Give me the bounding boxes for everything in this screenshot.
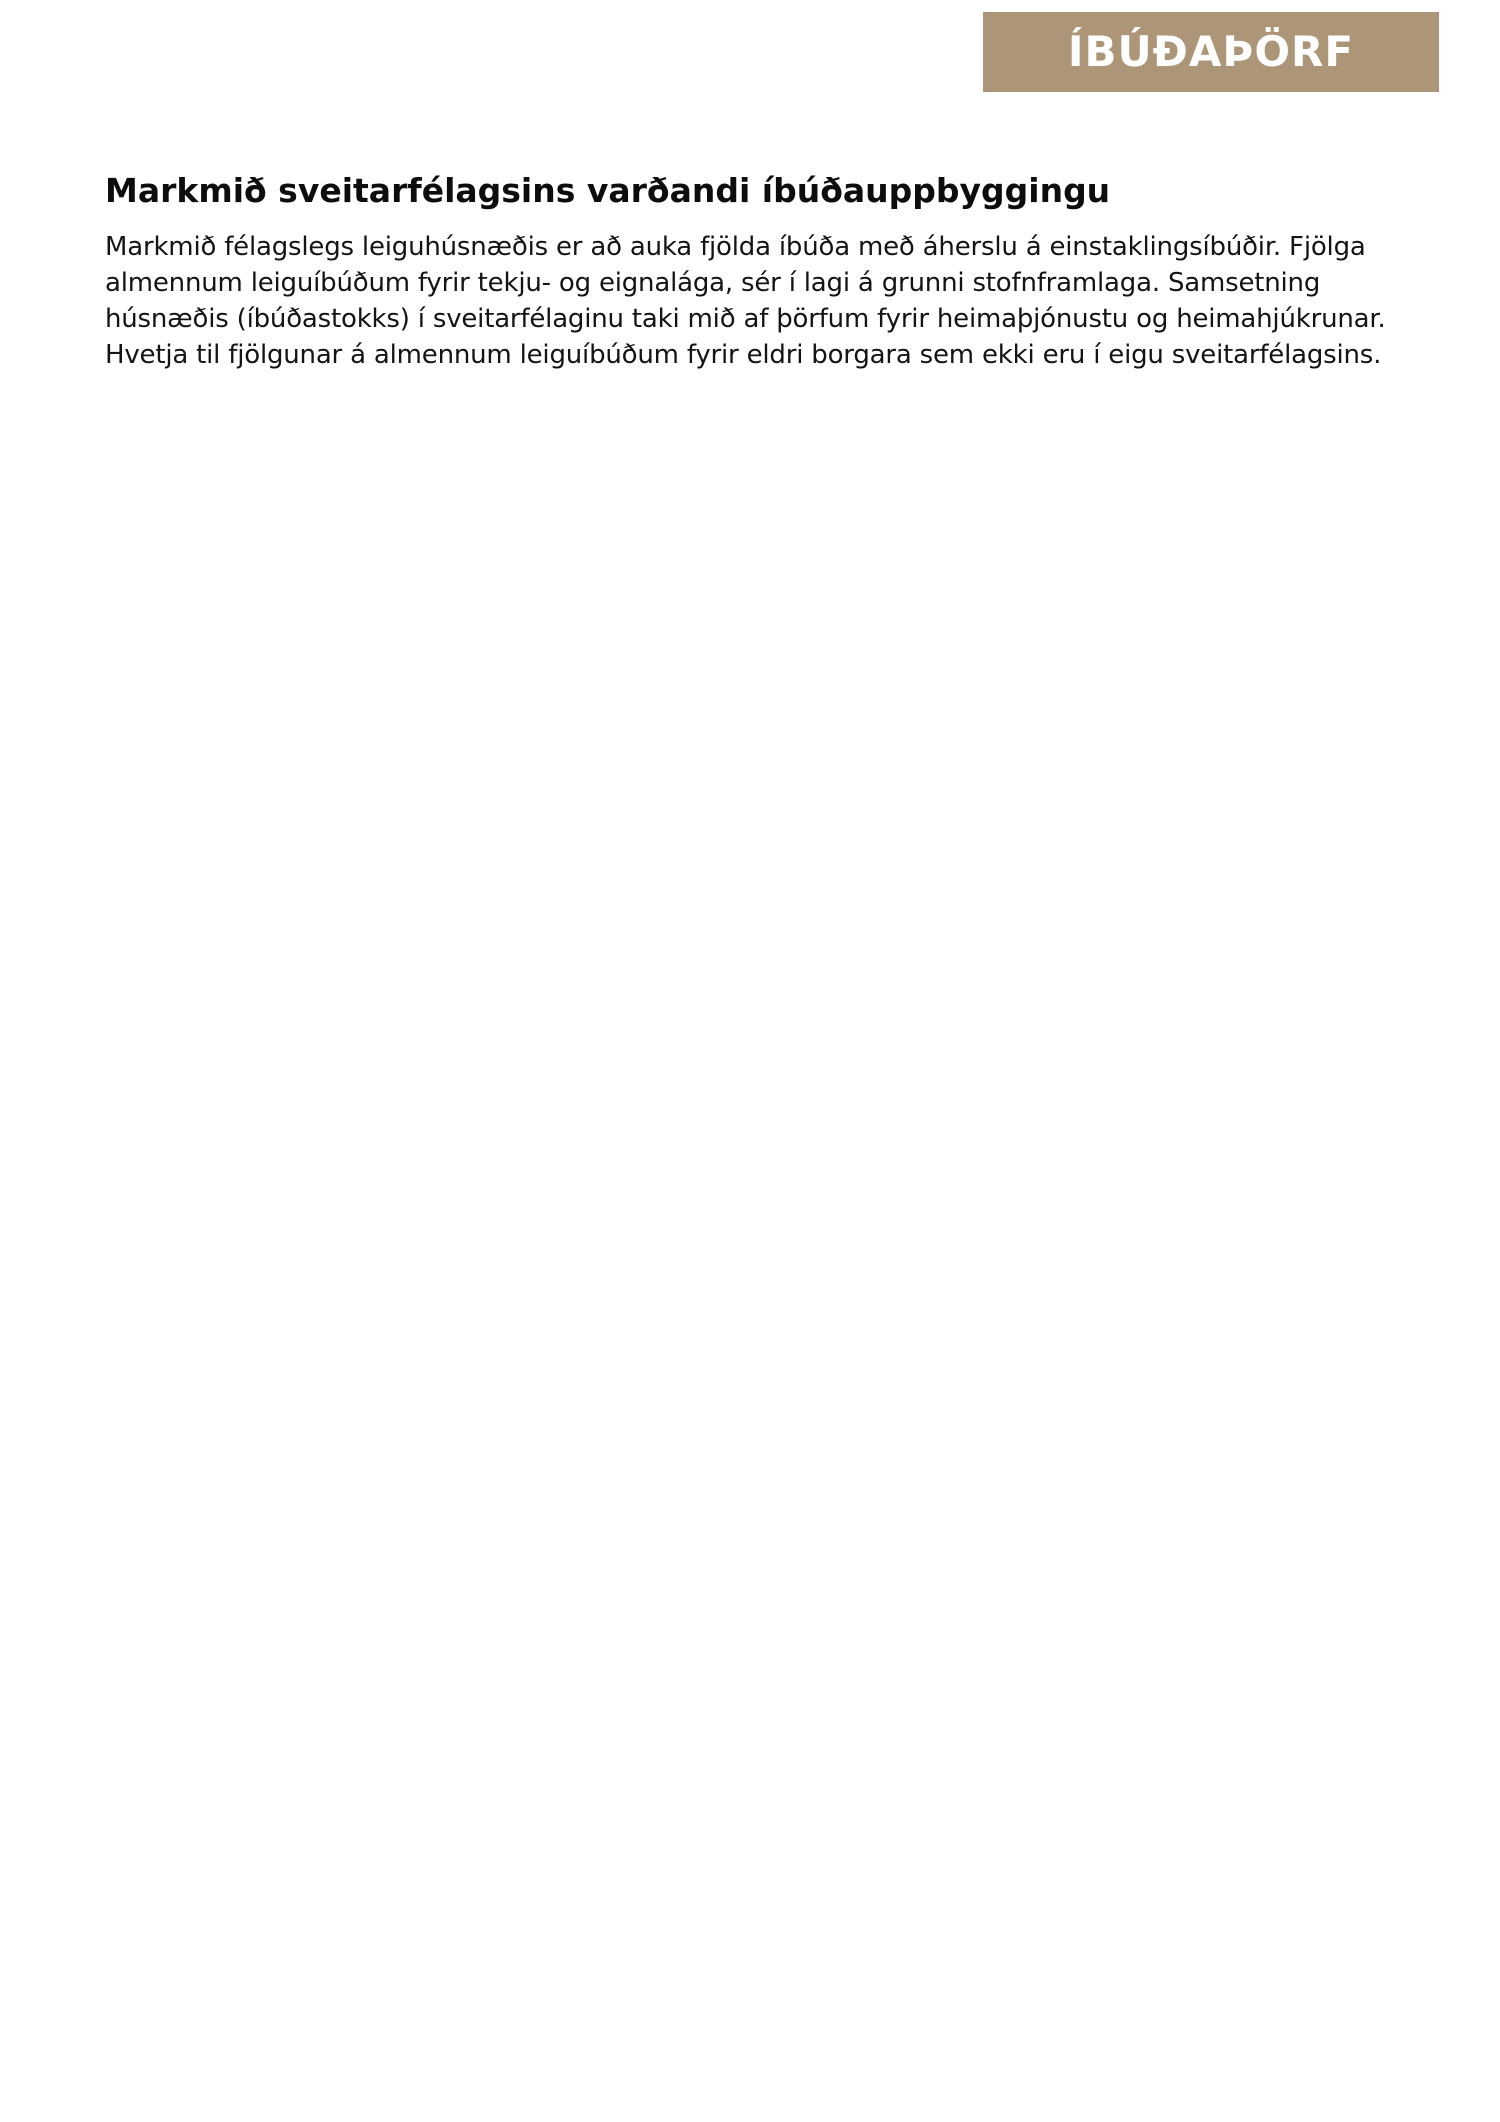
content-section [105, 170, 1445, 373]
section-tag [983, 12, 1439, 92]
section-tag-label: ÍBÚÐAÞÖRF [1067, 27, 1355, 76]
section-heading: Markmið sveitarfélagsins varðandi íbúðauppbyggingu [105, 171, 1111, 210]
body-paragraph: Markmið félagslegs leiguhúsnæðis er að auka fjölda íbúða með áherslu á einstaklingsíbúðir. Fjölga almennum leiguíbúðum fyrir tekju- og eignalága, sér í lagi á grunni stofnframlaga. Samsetning húsnæðis (íbúðastokks) í sveitarfélaginu taki mið af þörfum fyrir heimaþjónustu og heimahjúkrunar. Hvetja til fjölgunar á almennum leiguíbúðum fyrir eldri borgara sem ekki eru í eigu sveitarfélagsins. [105, 232, 1386, 371]
